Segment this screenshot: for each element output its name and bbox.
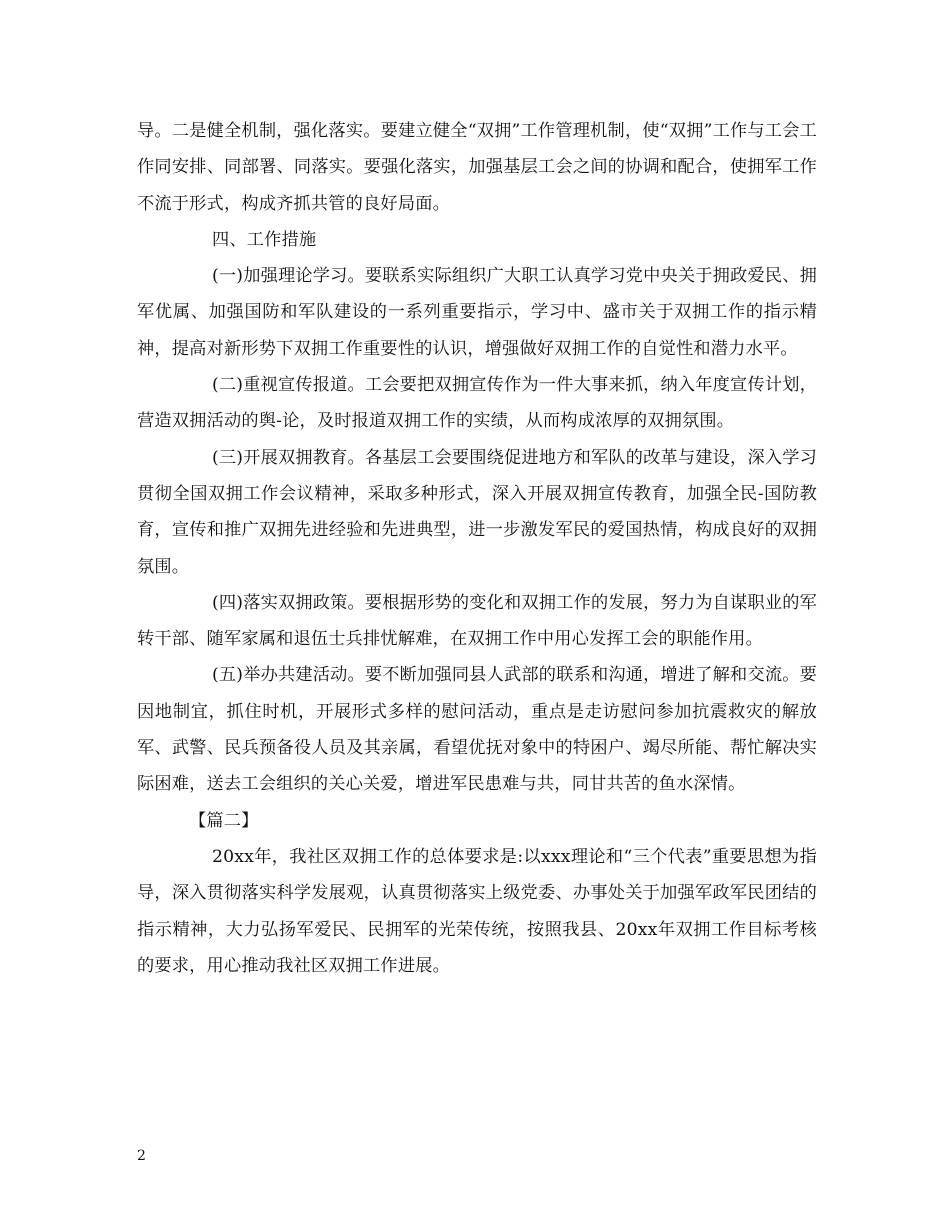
- document-body: [137, 113, 817, 984]
- paragraph-continuation: 导。二是健全机制，强化落实。要建立健全“双拥”工作管理机制，使“双拥”工作与工会工作同安排、同部署、同落实。要强化落实，加强基层工会之间的协调和配合，使拥军工作不流于形式，构成齐抓共管的良好局面。: [137, 121, 817, 214]
- page-number: 2: [137, 1148, 146, 1164]
- measure-paragraph-4: (四)落实双拥政策。要根据形势的变化和双拥工作的发展，努力为自谋职业的军转干部、随军家属和退伍士兵排忧解难，在双拥工作中用心发挥工会的职能作用。: [137, 592, 817, 650]
- article-heading-part-two: 【篇二】: [189, 810, 259, 831]
- section-heading-work-measures: 四、工作措施: [212, 229, 317, 250]
- measure-paragraph-3: (三)开展双拥教育。各基层工会要围绕促进地方和军队的改革与建设，深入学习贯彻全国双拥工作会议精神，采取多种形式，深入开展双拥宣传教育，加强全民-国防教育，宣传和推广双拥先进经验和先进典型，进一步激发军民的爱国热情，构成良好的双拥氛围。: [137, 447, 817, 577]
- measure-paragraph-2: (二)重视宣传报道。工会要把双拥宣传作为一件大事来抓，纳入年度宣传计划，营造双拥活动的舆-论，及时报道双拥工作的实绩，从而构成浓厚的双拥氛围。: [137, 375, 817, 432]
- measure-paragraph-1: (一)加强理论学习。要联系实际组织广大职工认真学习党中央关于拥政爱民、拥军优属、加强国防和军队建设的一系列重要指示，学习中、盛市关于双拥工作的指示精神，提高对新形势下双拥工作重要性的认识，增强做好双拥工作的自觉性和潜力水平。: [137, 266, 817, 359]
- part-two-intro-paragraph: 20xx年，我社区双拥工作的总体要求是:以xxx理论和“三个代表”重要思想为指导，深入贯彻落实科学发展观，认真贯彻落实上级党委、办事处关于加强军政军民团结的指示精神，大力弘扬军爱民、民拥军的光荣传统，按照我县、20xx年双拥工作目标考核的要求，用心推动我社区双拥工作进展。: [137, 846, 817, 976]
- measure-paragraph-5: (五)举办共建活动。要不断加强同县人武部的联系和沟通，增进了解和交流。要因地制宜，抓住时机，开展形式多样的慰问活动，重点是走访慰问参加抗震救灾的解放军、武警、民兵预备役人员及其亲属，看望优抚对象中的特困户、竭尽所能、帮忙解决实际困难，送去工会组织的关心关爱，增进军民患难与共，同甘共苦的鱼水深情。: [137, 665, 817, 795]
